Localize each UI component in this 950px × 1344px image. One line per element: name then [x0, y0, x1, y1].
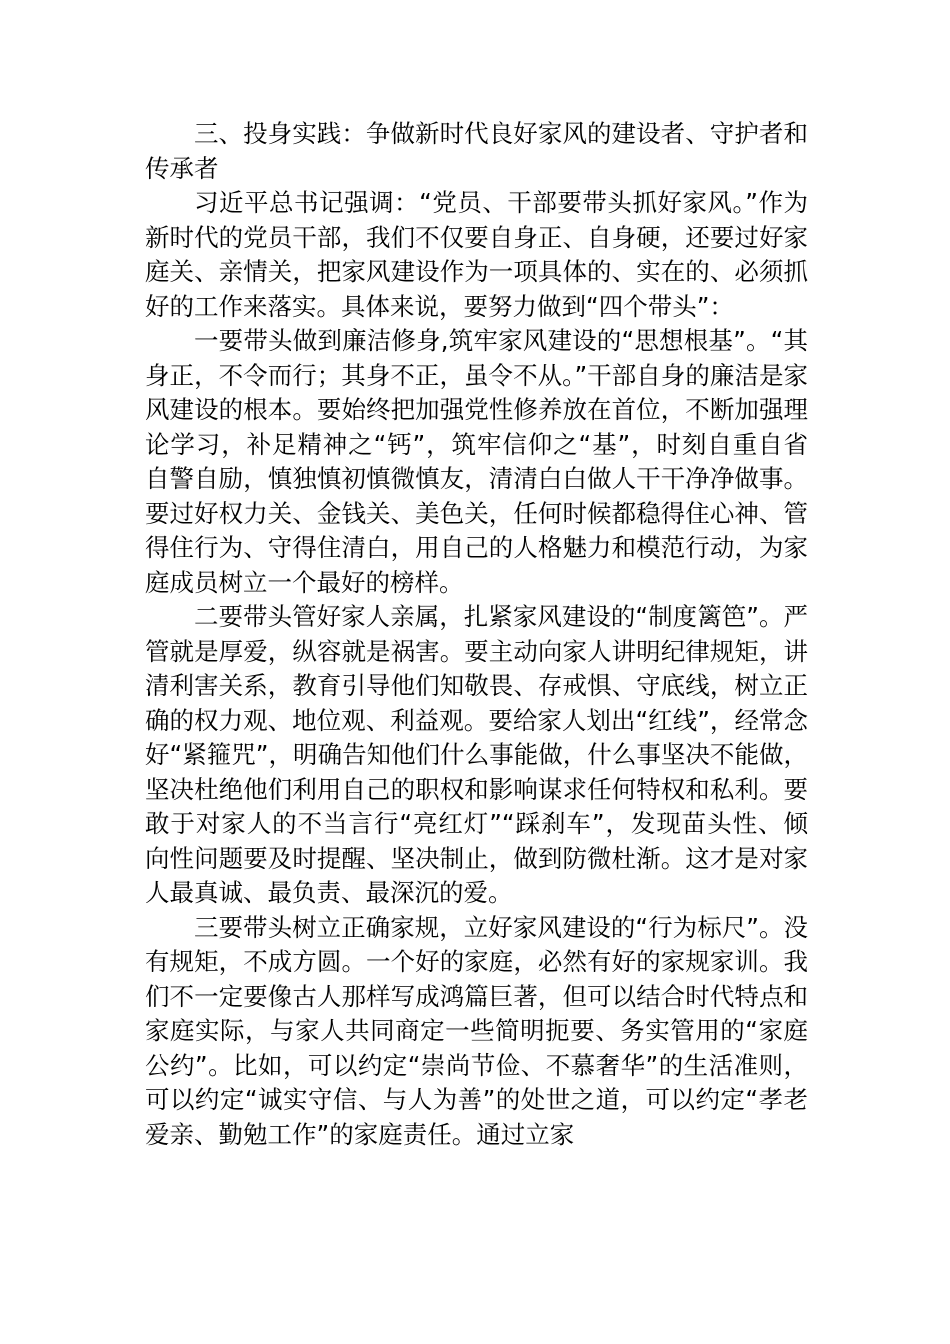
- paragraph-second-point: 二要带头管好家人亲属，扎紧家风建设的“制度篱笆”。严管就是厚爱，纵容就是祸害。要主动向家人讲明纪律规矩，讲清利害关系，教育引导他们知敬畏、存戒惧、守底线，树立正确的权力观、地位观、利益观。要给家人划出“红线”，经常念好“紧箍咒”，明确告知他们什么事能做，什么事坚决不能做，坚决杜绝他们利用自己的职权和影响谋求任何特权和私利。要敢于对家人的不当言行“亮红灯”“踩刹车”，发现苗头性、倾向性问题要及时提醒、坚决制止，做到防微杜渐。这才是对家人最真诚、最负责、最深沉的爱。: [145, 602, 808, 907]
- section-heading: 三、投身实践：争做新时代良好家风的建设者、守护者和传承者: [145, 119, 808, 183]
- paragraph-first-point: 一要带头做到廉洁修身,筑牢家风建设的“思想根基”。“其身正，不令而行；其身不正，虽令不从。”干部自身的廉洁是家风建设的根本。要始终把加强党性修养放在首位，不断加强理论学习，补足精神之“钙”，筑牢信仰之“基”，时刻自重自省自警自励，慎独慎初慎微慎友，清清白白做人干干净净做事。要过好权力关、金钱关、美色关，任何时候都稳得住心神、管得住行为、守得住清白，用自己的人格魅力和模范行动，为家庭成员树立一个最好的榜样。: [145, 326, 808, 597]
- paragraph-intro: 习近平总书记强调：“党员、干部要带头抓好家风。”作为新时代的党员干部，我们不仅要自身正、自身硬，还要过好家庭关、亲情关，把家风建设作为一项具体的、实在的、必须抓好的工作来落实。具体来说，要努力做到“四个带头”：: [145, 188, 808, 321]
- paragraph-third-point: 三要带头树立正确家规，立好家风建设的“行为标尺”。没有规矩，不成方圆。一个好的家庭，必然有好的家规家训。我们不一定要像古人那样写成鸿篇巨著，但可以结合时代特点和家庭实际，与家人共同商定一些简明扼要、务实管用的“家庭公约”。比如，可以约定“崇尚节俭、不慕奢华”的生活准则，可以约定“诚实守信、与人为善”的处世之道，可以约定“孝老爱亲、勤勉工作”的家庭责任。通过立家: [145, 912, 808, 1149]
- document-page: [145, 117, 808, 1152]
